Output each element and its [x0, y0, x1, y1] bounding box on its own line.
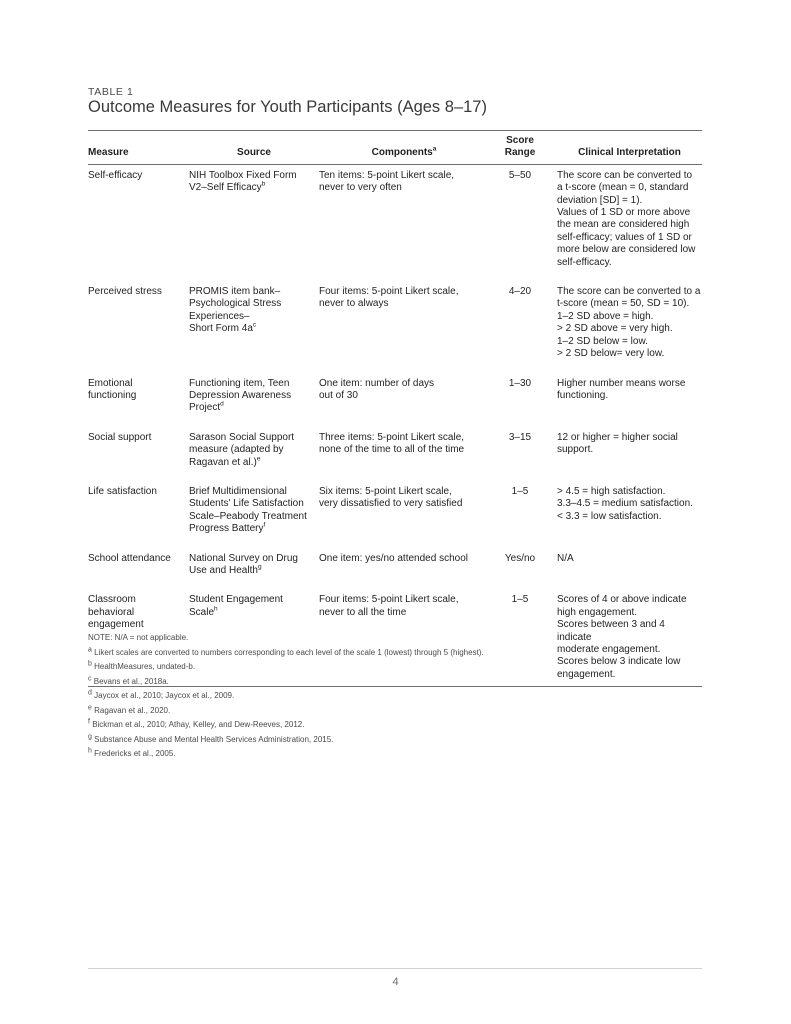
cell-line: engagement.: [557, 668, 616, 680]
header-score-range: [489, 131, 551, 165]
score-range-cell: Yes/no: [504, 552, 536, 564]
clinical-interpretation-cell: [551, 373, 702, 427]
components-cell: [319, 164, 489, 281]
measure-cell: [88, 427, 189, 481]
note-text: Substance Abuse and Mental Health Services Administration, 2015.: [94, 734, 334, 744]
note-line: [88, 747, 702, 762]
cell-line: deviation [SD] = 1).: [557, 194, 643, 206]
table-row: [88, 164, 702, 281]
cell-line: The score can be converted to a: [557, 286, 701, 298]
cell-line: Scores below 3 indicate low: [557, 656, 681, 668]
note-line: [88, 660, 702, 675]
cell-line: Social support: [88, 431, 152, 443]
cell-line: Scores of 4 or above indicate: [557, 594, 687, 606]
table-label: TABLE 1: [88, 86, 134, 98]
table-row: [88, 481, 702, 548]
cell-line: none of the time to all of the time: [319, 444, 465, 456]
table-title: Outcome Measures for Youth Participants (Ages 8–17): [88, 98, 487, 116]
note-text: NOTE: N/A = not applicable.: [88, 633, 189, 642]
cell-line: National Survey on Drug: [189, 552, 298, 564]
measure-cell: [88, 481, 189, 548]
source-cell: [189, 548, 319, 590]
cell-line: One item: yes/no attended school: [319, 552, 468, 564]
components-cell: [319, 373, 489, 427]
cell-line: the mean are considered high: [557, 219, 690, 231]
table-notes: [88, 631, 702, 762]
components-cell: [319, 281, 489, 372]
header-source: Source: [189, 131, 319, 165]
cell-line: Sarason Social Support: [189, 431, 295, 443]
cell-line: Brief Multidimensional: [189, 485, 287, 497]
cell-line: very dissatisfied to very satisfied: [319, 498, 463, 510]
cell-line: t-score (mean = 50, SD = 10).: [557, 298, 690, 310]
clinical-interpretation-cell: [551, 281, 702, 372]
cell-line: Values of 1 SD or more above: [557, 207, 691, 219]
measure-cell: [88, 281, 189, 372]
cell-line: > 2 SD above = very high.: [557, 323, 673, 335]
cell-line: support.: [557, 444, 594, 456]
cell-line: Ragavan et al.): [189, 456, 257, 468]
note-text: HealthMeasures, undated-b.: [94, 662, 196, 671]
measure-cell: [88, 548, 189, 590]
cell-line: Self-efficacy: [88, 169, 143, 181]
footnote-marker: f: [88, 718, 90, 726]
cell-line: high engagement.: [557, 606, 638, 618]
note-line: [88, 689, 702, 704]
cell-line: Four items: 5-point Likert scale,: [319, 286, 459, 298]
note-text: Ragavan et al., 2020.: [94, 705, 171, 715]
cell-line: Psychological Stress: [189, 298, 282, 310]
note-text: Bickman et al., 2010; Athay, Kelley, and Dew-Reeves, 2012.: [92, 720, 305, 729]
cell-line: School attendance: [88, 552, 171, 564]
cell-line: out of 30: [319, 389, 358, 401]
cell-line: Three items: 5-point Likert scale,: [319, 431, 465, 443]
clinical-interpretation-cell: [551, 481, 702, 548]
source-cell: [189, 164, 319, 281]
cell-line: never to all the time: [319, 606, 407, 618]
header-measure: Measure: [88, 131, 189, 165]
cell-line: Classroom: [88, 594, 136, 606]
cell-line: measure (adapted by: [189, 444, 284, 456]
cell-line: Students' Life Satisfaction: [189, 498, 304, 510]
components-cell: [319, 427, 489, 481]
cell-line: 3.3–4.5 = medium satisfaction.: [557, 498, 693, 510]
footnote-marker: a: [88, 645, 92, 653]
footnote-marker: b: [88, 660, 92, 668]
header-score-range-line1: Score: [506, 135, 534, 146]
note-line: [88, 733, 702, 748]
cell-line: > 4.5 = high satisfaction.: [557, 485, 666, 497]
measure-cell: [88, 164, 189, 281]
note-line: [88, 646, 702, 661]
footnote-marker: f: [263, 521, 266, 529]
cell-line: Scale: [189, 606, 215, 618]
cell-line: Six items: 5-point Likert scale,: [319, 485, 452, 497]
cell-line: Perceived stress: [88, 286, 162, 298]
cell-line: Four items: 5-point Likert scale,: [319, 594, 459, 606]
cell-line: Experiences–: [189, 310, 250, 322]
cell-line: Higher number means worse: [557, 377, 686, 389]
source-cell: [189, 281, 319, 372]
header-score-range-line2: Range: [504, 147, 536, 159]
cell-line: Short Form 4a: [189, 323, 253, 335]
footnote-marker: c: [88, 674, 92, 682]
cell-line: a t-score (mean = 0, standard: [557, 182, 689, 194]
cell-line: Ten items: 5-point Likert scale,: [319, 169, 455, 181]
cell-line: Functioning item, Teen: [189, 377, 290, 389]
cell-line: N/A: [557, 552, 574, 564]
table-header-row: [88, 131, 702, 165]
source-cell: [189, 481, 319, 548]
outcome-measures-table: [88, 130, 702, 687]
cell-line: Scores between 3 and 4 indicate: [557, 619, 665, 643]
note-text: Fredericks et al., 2005.: [94, 749, 176, 758]
footnote-marker: c: [252, 321, 257, 329]
source-cell: [189, 427, 319, 481]
cell-line: moderate engagement.: [557, 644, 661, 655]
table-row: [88, 281, 702, 372]
cell-line: Life satisfaction: [88, 485, 157, 497]
cell-line: Scale–Peabody Treatment: [189, 510, 307, 522]
cell-line: behavioral: [88, 606, 135, 618]
footer-divider: [88, 968, 702, 969]
cell-line: functioning: [88, 389, 137, 401]
cell-line: One item: number of days: [319, 377, 435, 389]
footnote-marker: e: [256, 455, 261, 463]
cell-line: never to very often: [319, 182, 402, 194]
cell-line: V2–Self Efficacy: [189, 182, 262, 194]
clinical-interpretation-cell: [551, 164, 702, 281]
cell-line: 12 or higher = higher social: [557, 431, 678, 443]
header-clinical-interpretation: Clinical Interpretation: [551, 131, 702, 165]
score-range-cell: 4–20: [508, 286, 532, 298]
cell-line: Use and Health: [189, 564, 258, 576]
cell-line: self-efficacy.: [557, 256, 612, 268]
note-line: [88, 718, 702, 733]
cell-line: Project: [189, 402, 221, 414]
score-range-cell: 5–50: [508, 169, 532, 181]
footnote-marker: b: [261, 180, 266, 188]
cell-line: engagement: [88, 619, 144, 631]
header-components-label: Components: [371, 147, 433, 159]
measure-cell: [88, 373, 189, 427]
cell-line: never to always: [319, 298, 389, 310]
table-row: [88, 548, 702, 590]
cell-line: 1–2 SD below = low.: [557, 335, 648, 347]
score-range-cell: 3–15: [508, 431, 532, 443]
cell-line: < 3.3 = low satisfaction.: [557, 510, 662, 522]
table-body: [88, 164, 702, 686]
page-number: 4: [392, 976, 399, 988]
components-cell: [319, 548, 489, 590]
source-cell: [189, 373, 319, 427]
score-range-cell: 1–5: [511, 485, 529, 497]
cell-line: PROMIS item bank–: [189, 286, 281, 298]
cell-line: more below are considered low: [557, 244, 696, 256]
table-row: [88, 427, 702, 481]
table-row: [88, 373, 702, 427]
footnote-marker: d: [220, 400, 224, 408]
note-text: Likert scales are converted to numbers corresponding to each level of the scale 1 (lowest) through 5 (highest).: [94, 647, 484, 657]
cell-line: > 2 SD below= very low.: [557, 348, 665, 360]
footnote-marker: d: [88, 689, 92, 697]
cell-line: NIH Toolbox Fixed Form: [189, 169, 297, 181]
header-components: [319, 131, 489, 165]
cell-line: 1–2 SD above = high.: [557, 310, 654, 322]
cell-line: self-efficacy; values of 1 SD or: [557, 231, 692, 243]
cell-line: Emotional: [88, 377, 133, 389]
components-cell: [319, 481, 489, 548]
clinical-interpretation-cell: [551, 427, 702, 481]
header-components-footnote: a: [432, 146, 437, 154]
footnote-marker: g: [257, 563, 262, 571]
clinical-interpretation-cell: [551, 548, 702, 590]
cell-line: functioning.: [557, 389, 609, 401]
score-range-cell: 1–5: [489, 589, 551, 686]
score-range-cell: 1–30: [508, 377, 532, 389]
cell-line: The score can be converted to: [557, 169, 693, 181]
cell-line: Student Engagement: [189, 594, 283, 606]
note-line: [88, 631, 702, 646]
note-text: Bevans et al., 2018a.: [93, 676, 169, 686]
footnote-marker: h: [214, 605, 218, 613]
footnote-marker: g: [88, 732, 92, 740]
footnote-marker: h: [88, 747, 92, 755]
note-text: Jaycox et al., 2010; Jaycox et al., 2009.: [94, 691, 235, 700]
note-line: [88, 704, 702, 719]
cell-line: Depression Awareness: [189, 389, 292, 401]
cell-line: Progress Battery: [189, 523, 264, 535]
footnote-marker: e: [88, 703, 92, 711]
note-line: [88, 675, 702, 690]
